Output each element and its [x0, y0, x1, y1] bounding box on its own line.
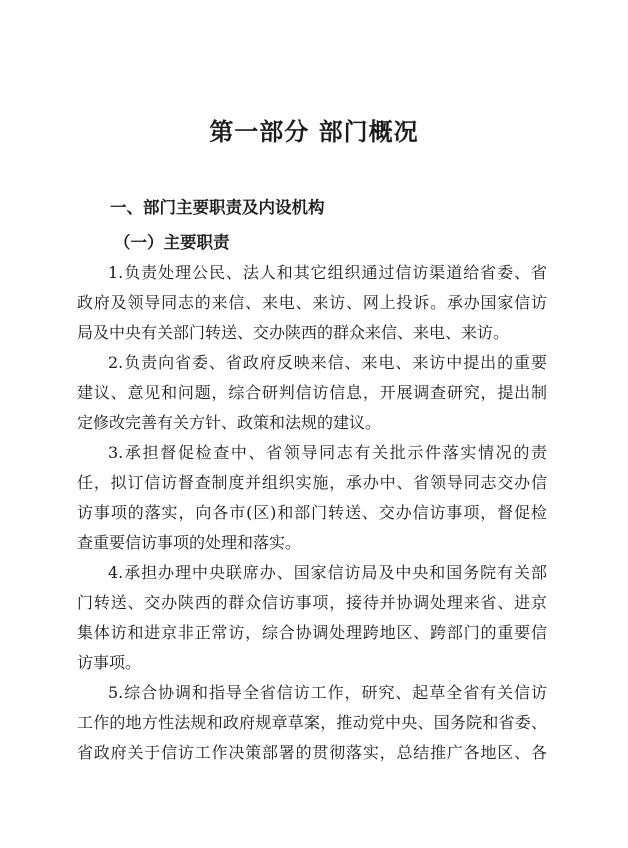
paragraph-line: 查重要信访事项的处理和落实。 [77, 533, 302, 552]
paragraph-line: 局及中央有关部门转送、交办陕西的群众来信、来电、来访。 [77, 323, 510, 342]
paragraph-line: 门转送、交办陕西的群众信访事项，接待并协调处理来省、进京 [77, 593, 547, 612]
paragraph-line: 建议、意见和问题，综合研判信访信息，开展调查研究，提出制 [77, 383, 547, 402]
paragraph-line: 集体访和进京非正常访，综合协调处理跨地区、跨部门的重要信 [77, 623, 547, 642]
section-heading: 一、部门主要职责及内设机构 [110, 198, 325, 217]
paragraph-line: 定修改完善有关方针、政策和法规的建议。 [77, 413, 382, 432]
paragraph-line: 3.承担督促检查中、省领导同志有关批示件落实情况的责 [108, 443, 547, 462]
paragraph-line: 访事项。 [77, 653, 142, 672]
paragraph-line: 5.综合协调和指导全省信访工作，研究、起草全省有关信访 [108, 683, 547, 702]
paragraph-line: 任，拟订信访督查制度并组织实施，承办中、省领导同志交办信 [77, 473, 547, 492]
paragraph-line: 访事项的落实，向各市(区)和部门转送、交办信访事项，督促检 [77, 503, 547, 522]
paragraph-line: 省政府关于信访工作决策部署的贯彻落实，总结推广各地区、各 [77, 743, 547, 762]
paragraph-line: 1.负责处理公民、法人和其它组织通过信访渠道给省委、省 [108, 263, 547, 282]
page-title: 第一部分 部门概况 [209, 117, 419, 146]
paragraph-line: 工作的地方性法规和政府规章草案，推动党中央、国务院和省委、 [77, 713, 547, 732]
paragraph-line: 政府及领导同志的来信、来电、来访、网上投诉。承办国家信访 [77, 293, 547, 312]
paragraph-line: 2.负责向省委、省政府反映来信、来电、来访中提出的重要 [108, 353, 547, 372]
paragraph-line: 4.承担办理中央联席办、国家信访局及中央和国务院有关部 [108, 563, 547, 582]
sub-heading: （一）主要职责 [114, 233, 230, 252]
